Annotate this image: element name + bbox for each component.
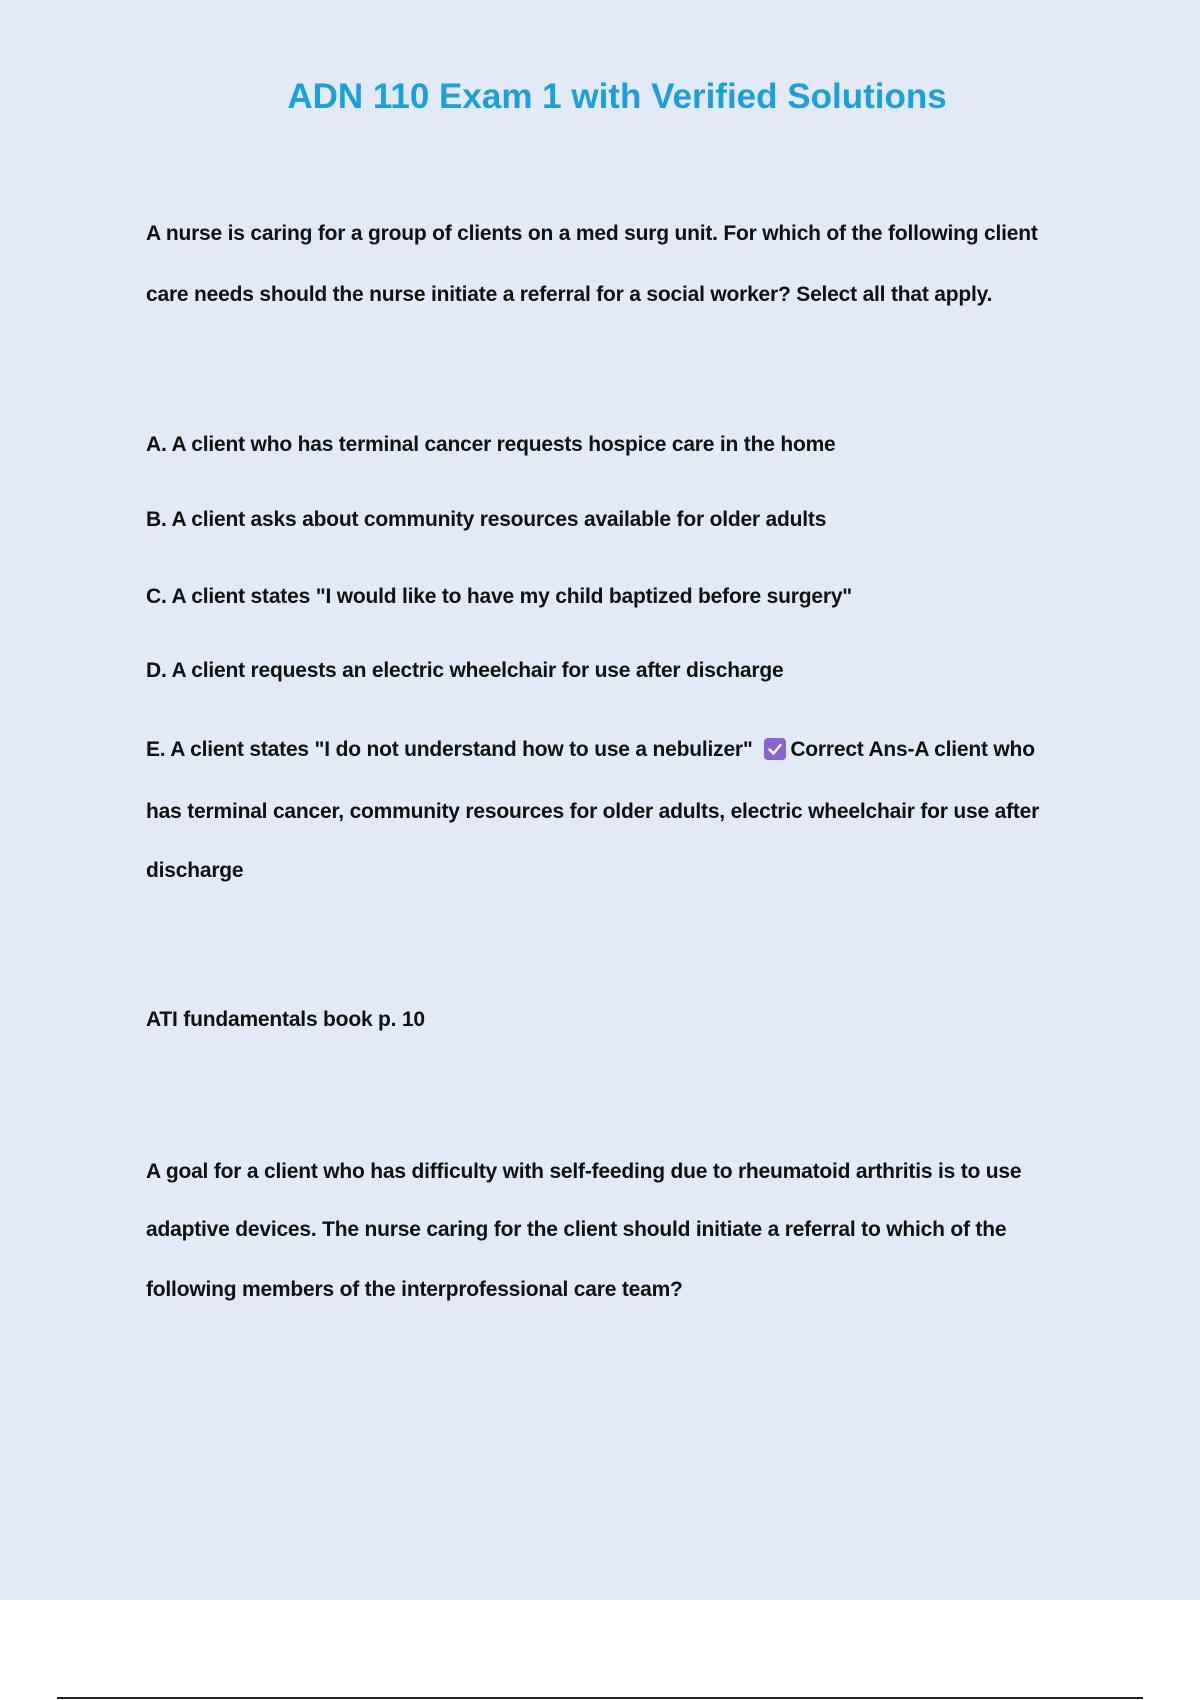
correct-answer-line-1: Correct Ans-A client who xyxy=(790,738,1035,761)
question-1-option-e: E. A client states "I do not understand how to use a nebulizer" xyxy=(146,738,753,761)
correct-answer-line-3: discharge xyxy=(146,859,244,882)
checkbox-checked-icon xyxy=(764,738,786,760)
correct-answer-line-2: has terminal cancer, community resources for older adults, electric wheelchair for use after xyxy=(146,800,1040,823)
question-1-reference: ATI fundamentals book p. 10 xyxy=(146,1008,425,1031)
question-2-stem-line-1: A goal for a client who has difficulty with self-feeding due to rheumatoid arthritis is to use xyxy=(146,1160,1022,1183)
question-1-stem-line-1: A nurse is caring for a group of clients on a med surg unit. For which of the following client xyxy=(146,222,1038,245)
question-1-stem-line-2: care needs should the nurse initiate a referral for a social worker? Select all that apply. xyxy=(146,283,993,306)
document-title: ADN 110 Exam 1 with Verified Solutions xyxy=(287,77,947,116)
question-1-option-a: A. A client who has terminal cancer requests hospice care in the home xyxy=(146,433,836,456)
question-2-stem-line-3: following members of the interprofessional care team? xyxy=(146,1278,683,1301)
question-1-option-c: C. A client states "I would like to have my child baptized before surgery" xyxy=(146,585,853,608)
question-2-stem-line-2: adaptive devices. The nurse caring for the client should initiate a referral to which of the xyxy=(146,1218,1007,1241)
question-1-option-e-with-answer xyxy=(146,735,1035,765)
question-1-option-d: D. A client requests an electric wheelchair for use after discharge xyxy=(146,659,784,682)
question-1-option-b: B. A client asks about community resources available for older adults xyxy=(146,508,827,531)
footer-divider xyxy=(57,1697,1143,1699)
